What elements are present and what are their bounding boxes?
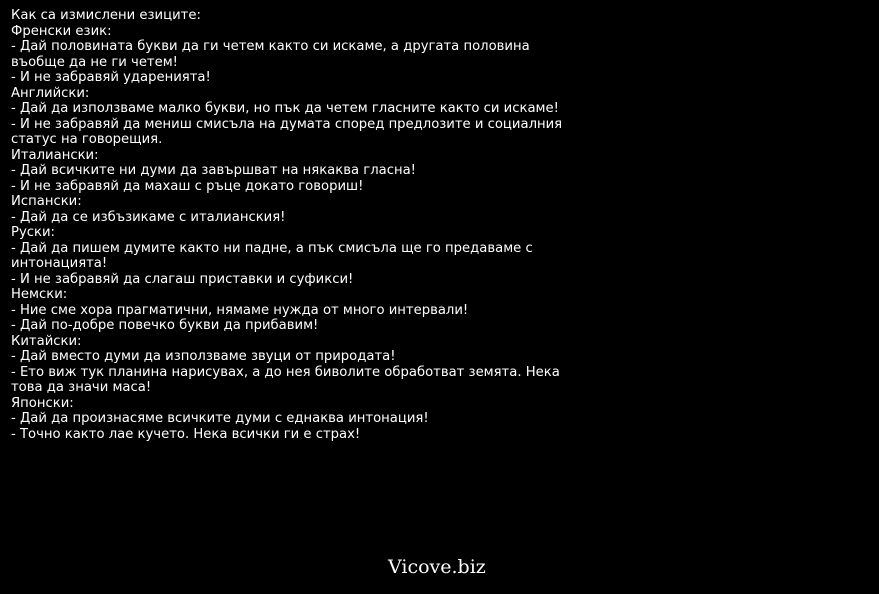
heading-japanese: Японски: xyxy=(11,395,74,411)
heading-russian: Руски: xyxy=(11,225,55,240)
italian-line-2: - И не забравяй да махаш с ръце докато говориш! xyxy=(11,178,364,194)
german-line-2: - Дай по-добре повечко букви да прибавим! xyxy=(11,318,319,333)
heading-chinese: Китайски: xyxy=(11,333,82,349)
french-line-1: - Дай половината букви да ги четем както си искаме, а другата половина въобще да не ги четем! xyxy=(11,39,530,70)
spanish-line-1: - Дай да се избъзикаме с италианския! xyxy=(11,209,286,225)
german-line-1: - Ние сме хора прагматични, нямаме нужда от много интервали! xyxy=(11,302,469,318)
chinese-line-2: - Ето виж тук планина нарисувах, а до нея биволите обработват земята. Нека това да значи маса! xyxy=(11,364,560,395)
heading-german: Немски: xyxy=(11,287,68,302)
french-line-2: - И не забравяй ударенията! xyxy=(11,70,211,85)
japanese-line-1: - Дай да произнасяме всичките думи с еднаква интонация! xyxy=(11,411,429,426)
title-line: Как са измислени езиците: xyxy=(11,8,201,23)
english-line-2: - И не забравяй да мениш смисъла на думата според предлозите и социалния статус на говорещия. xyxy=(11,116,563,147)
english-line-1: - Дай да използваме малко букви, но пък да четем гласните както си искаме! xyxy=(11,101,559,116)
russian-line-1: - Дай да пишем думите както ни падне, а пък смисъла ще го предаваме с интонацията! xyxy=(11,240,533,271)
japanese-line-2: - Точно както лае кучето. Нека всички ги е страх! xyxy=(11,426,361,442)
russian-line-2: - И не забравяй да слагаш приставки и суфикси! xyxy=(11,271,354,287)
joke-text xyxy=(11,8,581,442)
heading-italian: Италиански: xyxy=(11,147,99,163)
heading-english: Английски: xyxy=(11,85,90,101)
italian-line-1: - Дай всичките ни думи да завършват на някаква гласна! xyxy=(11,163,416,178)
heading-spanish: Испански: xyxy=(11,194,82,209)
site-watermark: Vicove.biz xyxy=(388,556,486,578)
chinese-line-1: - Дай вместо думи да използваме звуци от природата! xyxy=(11,349,396,364)
heading-french: Френски език: xyxy=(11,23,112,39)
